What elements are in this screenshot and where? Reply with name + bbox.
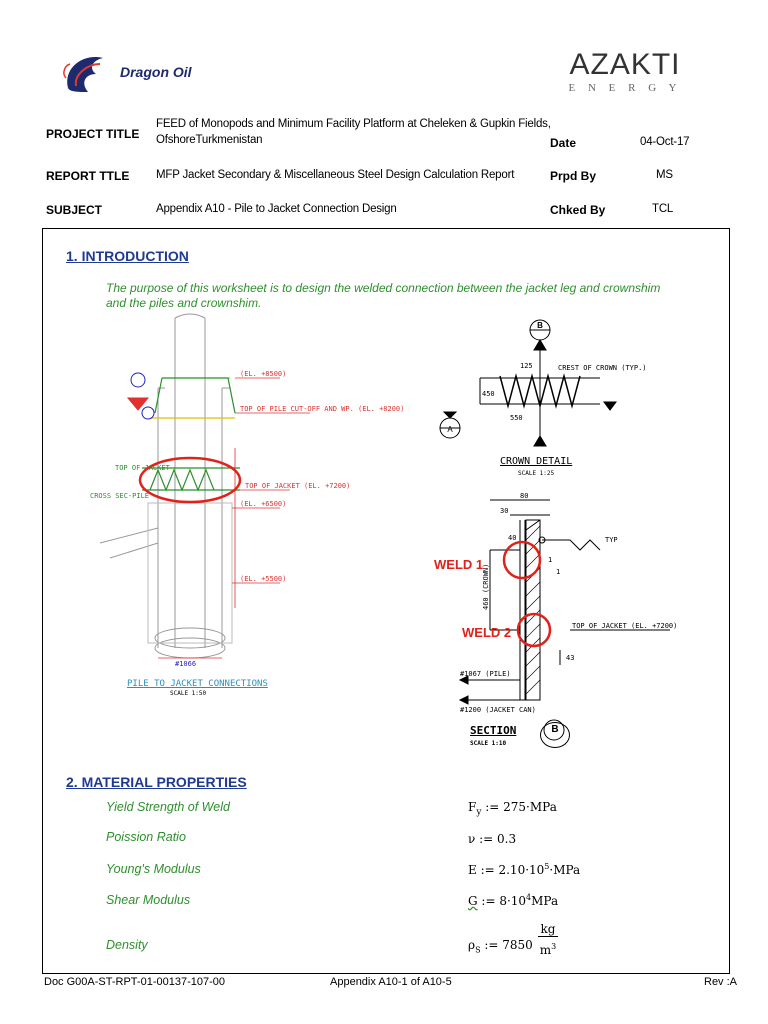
section-diagram bbox=[430, 490, 690, 720]
svg-text:450: 450 bbox=[482, 390, 495, 398]
svg-text:125: 125 bbox=[520, 362, 533, 370]
date-label: Date bbox=[550, 136, 577, 150]
density-label: Density bbox=[106, 938, 148, 952]
svg-text:CREST OF CROWN (TYP.): CREST OF CROWN (TYP.) bbox=[558, 364, 647, 372]
pile-to-jacket-drawing bbox=[80, 318, 405, 698]
section-marker-letter: B bbox=[551, 724, 559, 735]
poisson-ratio-label: Poission Ratio bbox=[106, 830, 186, 844]
svg-text:80: 80 bbox=[520, 492, 529, 500]
svg-text:550: 550 bbox=[510, 414, 523, 422]
svg-text:TYP: TYP bbox=[605, 536, 618, 544]
crown-caption: CROWN DETAIL bbox=[500, 456, 573, 467]
shear-modulus-value: G := $8\cdot 10^4MPa$ bbox=[468, 893, 559, 908]
svg-text:40: 40 bbox=[508, 534, 517, 542]
svg-text:A: A bbox=[447, 425, 453, 434]
crown-detail-diagram bbox=[420, 316, 647, 476]
section-marker-left bbox=[128, 373, 154, 419]
azakti-wordmark: AZAKTI bbox=[569, 48, 681, 81]
svg-text:#1067 (PILE): #1067 (PILE) bbox=[460, 670, 511, 678]
project-title-line2: OfshoreTurkmenistan bbox=[156, 134, 263, 146]
section-marker bbox=[540, 722, 570, 748]
svg-text:(EL. +6500): (EL. +6500) bbox=[240, 500, 287, 508]
project-title-label: PROJECT TITLE bbox=[46, 127, 140, 141]
svg-text:1: 1 bbox=[556, 568, 561, 576]
checked-value: TCL bbox=[652, 203, 674, 215]
section-scale: SCALE 1:10 bbox=[470, 740, 507, 747]
pile-caption: PILE TO JACKET CONNECTIONS bbox=[127, 679, 268, 689]
svg-text:TOP OF JACKET: TOP OF JACKET bbox=[115, 464, 170, 472]
checked-label: Chked By bbox=[550, 203, 606, 217]
svg-text:TOP OF JACKET (EL. +7200): TOP OF JACKET (EL. +7200) bbox=[572, 622, 678, 630]
weld1-label: WELD 1 bbox=[434, 557, 484, 572]
pile-to-jacket-diagram bbox=[80, 318, 405, 698]
svg-text:460 (CROWN): 460 (CROWN) bbox=[482, 563, 490, 610]
svg-text:B: B bbox=[537, 321, 543, 330]
svg-text:CROSS SEC-PILE: CROSS SEC-PILE bbox=[90, 492, 150, 500]
shear-modulus-label: Shear Modulus bbox=[106, 893, 191, 907]
dragon-icon bbox=[58, 48, 128, 98]
svg-text:(EL. +5500): (EL. +5500) bbox=[240, 575, 287, 583]
report-title: MFP Jacket Secondary & Miscellaneous Steel Design Calculation Report bbox=[156, 169, 515, 181]
crown-detail-drawing bbox=[420, 316, 647, 476]
svg-text:1: 1 bbox=[548, 556, 553, 564]
pile-scale: SCALE 1:50 bbox=[170, 690, 207, 697]
svg-text:TOP OF JACKET (EL. +7200): TOP OF JACKET (EL. +7200) bbox=[245, 482, 351, 490]
svg-text:#1066: #1066 bbox=[175, 660, 197, 668]
intro-text-line2: and the piles and crownshim. bbox=[106, 296, 262, 310]
yield-strength-value: $F_y$ := 275·MPa bbox=[468, 800, 557, 818]
material-heading: 2. MATERIAL PROPERTIES bbox=[66, 774, 247, 790]
intro-text-line1: The purpose of this worksheet is to design the welded connection between the jacket leg and crownshim bbox=[106, 281, 661, 295]
poisson-ratio-value: ν := 0.3 bbox=[468, 832, 517, 846]
section-drawing bbox=[430, 490, 690, 720]
footer-page: Appendix A10-1 of A10-5 bbox=[330, 976, 452, 988]
intro-heading: 1. INTRODUCTION bbox=[66, 248, 189, 264]
azakti-logo bbox=[560, 50, 690, 100]
svg-text:(EL. +8500): (EL. +8500) bbox=[240, 370, 287, 378]
svg-text:TOP OF PILE CUT-OFF AND WP. (E: TOP OF PILE CUT-OFF AND WP. (EL. +8200) bbox=[240, 405, 405, 413]
youngs-modulus-label: Young's Modulus bbox=[106, 862, 201, 876]
svg-text:30: 30 bbox=[500, 507, 509, 515]
footer-doc: Doc G00A-ST-RPT-01-00137-107-00 bbox=[44, 976, 225, 988]
subject-label: SUBJECT bbox=[46, 203, 103, 217]
prepared-value: MS bbox=[656, 169, 673, 181]
footer-rev: Rev :A bbox=[704, 976, 738, 988]
project-title-line1: FEED of Monopods and Minimum Facility Platform at Cheleken & Gupkin Fields, bbox=[156, 118, 551, 130]
crown-scale: SCALE 1:25 bbox=[518, 470, 555, 477]
date-value: 04-Oct-17 bbox=[640, 136, 690, 148]
section-caption: SECTION bbox=[470, 724, 517, 737]
youngs-modulus-value: E := $2.10\cdot 10^5\cdot MPa$ bbox=[468, 862, 581, 877]
weld1-circle bbox=[504, 542, 540, 578]
yield-strength-label: Yield Strength of Weld bbox=[106, 800, 230, 814]
prepared-label: Prpd By bbox=[550, 169, 597, 183]
dragon-oil-logo bbox=[58, 48, 228, 98]
dragon-oil-wordmark: Dragon Oil bbox=[120, 64, 192, 80]
svg-text:#1200 (JACKET CAN): #1200 (JACKET CAN) bbox=[460, 706, 536, 714]
svg-text:43: 43 bbox=[566, 654, 575, 662]
weld2-label: WELD 2 bbox=[462, 625, 512, 640]
subject-value: Appendix A10 - Pile to Jacket Connection Design bbox=[156, 203, 397, 215]
density-value: $\rho_S$ := 7850 kg $m^3$ bbox=[468, 922, 557, 957]
azakti-energy: E N E R G Y bbox=[568, 82, 682, 94]
report-title-label: REPORT TTLE bbox=[46, 169, 130, 183]
